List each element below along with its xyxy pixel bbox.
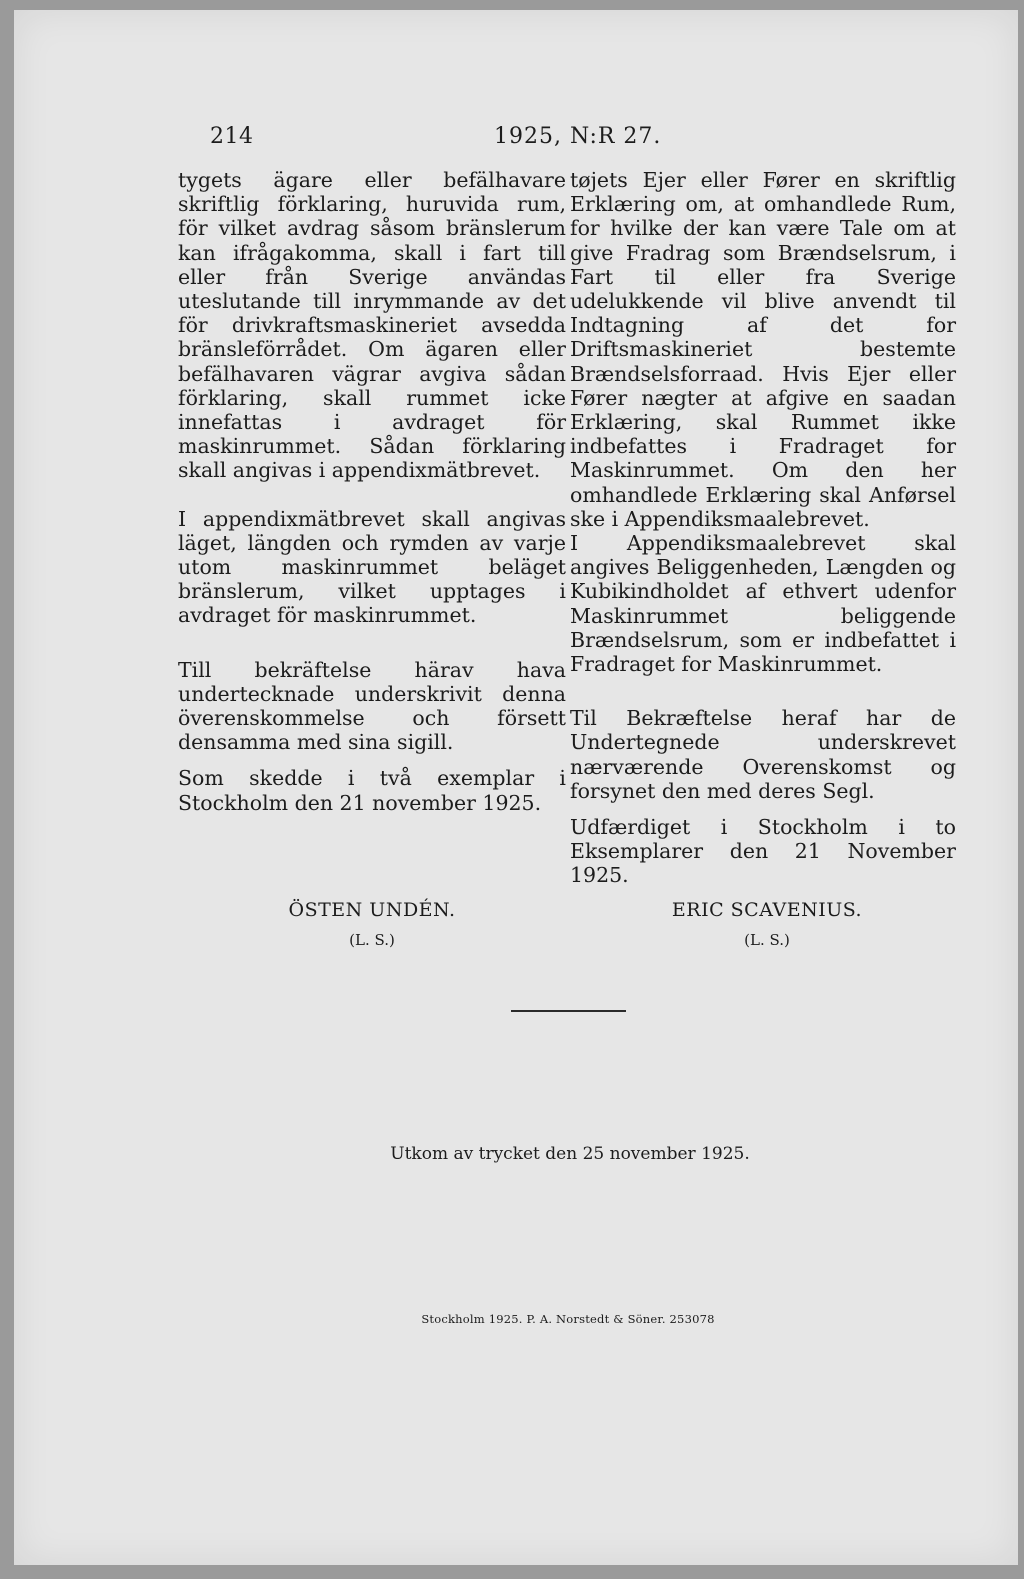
danish-paragraph: Udfærdiget i Stockholm i to Eksemplarer den 21 November 1925.: [570, 815, 956, 888]
danish-paragraph: Til Bekræftelse heraf har de Undertegnede underskrevet nærværende Overenskomst og forsynet den med deres Segl.: [570, 706, 956, 803]
swedish-paragraph: Till bekräftelse härav hava undertecknade underskrivit denna överenskommelse och försett densamma med sina sigill.: [178, 657, 566, 755]
danish-paragraph: I Appendiksmaalebrevet skal angives Beliggenheden, Længden og Kubikindholdet af ethvert udenfor Maskinrummet beliggende Brændselsrum, som er indbefattet i Fradraget for Maskinrummet.: [570, 531, 956, 677]
danish-signature-block: [642, 898, 892, 952]
swedish-signature-block: [252, 898, 492, 952]
divider-rule: [511, 1010, 626, 1012]
swedish-column: [178, 168, 566, 815]
danish-signatory: ERIC SCAVENIUS.: [671, 899, 863, 921]
printer-line: Stockholm 1925. P. A. Norstedt & Söner. 253078: [421, 1312, 715, 1326]
running-head: 1925, N:R 27.: [494, 124, 662, 149]
page-number: 214: [210, 124, 254, 149]
swedish-seal: (L. S.): [349, 931, 395, 949]
publication-imprint: Utkom av trycket den 25 november 1925.: [390, 1144, 750, 1164]
document-page: [14, 10, 1018, 1565]
danish-column: [570, 168, 956, 888]
swedish-paragraph: Som skedde i två exemplar i Stockholm den 21 november 1925.: [178, 766, 566, 815]
danish-seal: (L. S.): [744, 931, 790, 949]
danish-paragraph: tøjets Ejer eller Fører en skriftlig Erklæring om, at omhandlede Rum, for hvilke der kan være Tale om at give Fradrag som Brændselsrum, i Fart til eller fra Sverige udelukkende vil blive anvendt til Indtagning af det for Driftsmaskineriet bestemte Brændselsforraad. Hvis Ejer eller Fører nægter at afgive en saadan Erklæring, skal Rummet ikke indbefattes i Fradraget for Maskinrummet. Om den her omhandlede Erklæring skal Anførsel ske i Appendiksmaalebrevet.: [570, 168, 956, 531]
swedish-paragraph: tygets ägare eller befälhavare skriftlig förklaring, huruvida rum, för vilket avdrag såsom bränslerum kan ifrågakomma, skall i fart till eller från Sverige användas uteslutande till inrymmande av det för drivkraftsmaskineriet avsedda bränsleförrådet. Om ägaren eller befälhavaren vägrar avgiva sådan förklaring, skall rummet icke innefattas i avdraget för maskinrummet. Sådan förklaring skall angivas i appendixmätbrevet.: [178, 168, 566, 483]
swedish-signatory: ÖSTEN UNDÉN.: [288, 899, 456, 921]
swedish-paragraph: I appendixmätbrevet skall angivas läget, längden och rymden av varje utom maskinrummet beläget bränslerum, vilket upptages i avdraget för maskinrummet.: [178, 506, 566, 628]
